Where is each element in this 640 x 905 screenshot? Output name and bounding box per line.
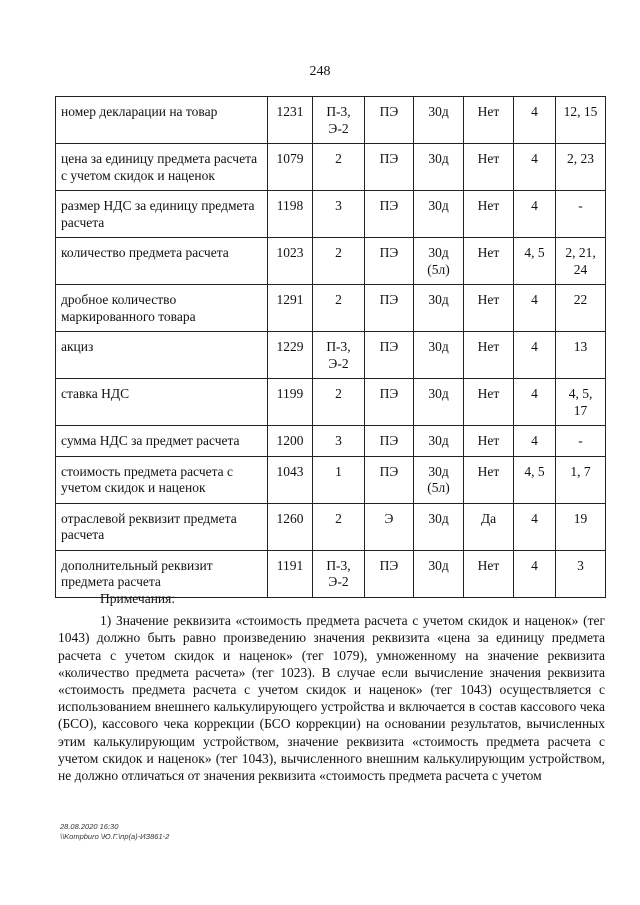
cell-presence: ПЭ xyxy=(365,426,414,457)
cell-requisite-name: цена за единицу предмета расчета с учетом скидок и наценок xyxy=(56,144,268,191)
cell-reference: 4, 5 xyxy=(514,456,556,503)
cell-presence: ПЭ xyxy=(365,332,414,379)
cell-presence: ПЭ xyxy=(365,456,414,503)
cell-notes: 2, 21, 24 xyxy=(556,238,606,285)
cell-tag: 1199 xyxy=(268,379,313,426)
cell-tag: 1229 xyxy=(268,332,313,379)
cell-reference: 4 xyxy=(514,144,556,191)
cell-mandatory: Нет xyxy=(464,332,514,379)
cell-format: 2 xyxy=(313,285,365,332)
cell-tag: 1200 xyxy=(268,426,313,457)
cell-notes: - xyxy=(556,191,606,238)
table-row xyxy=(56,285,606,332)
cell-requisite-name: количество предмета расчета xyxy=(56,238,268,285)
cell-notes: 19 xyxy=(556,503,606,550)
cell-length: 30д xyxy=(414,191,464,238)
cell-length: 30д xyxy=(414,97,464,144)
cell-reference: 4 xyxy=(514,285,556,332)
cell-tag: 1191 xyxy=(268,550,313,597)
notes-section xyxy=(58,590,605,784)
table-row xyxy=(56,503,606,550)
cell-mandatory: Нет xyxy=(464,426,514,457)
cell-requisite-name: акциз xyxy=(56,332,268,379)
cell-format: 3 xyxy=(313,426,365,457)
cell-format: П-3, Э-2 xyxy=(313,332,365,379)
table-row xyxy=(56,426,606,457)
cell-tag: 1043 xyxy=(268,456,313,503)
notes-heading: Примечания: xyxy=(100,591,176,606)
cell-reference: 4 xyxy=(514,503,556,550)
cell-reference: 4 xyxy=(514,426,556,457)
footer-date: 28.08.2020 16:30 xyxy=(60,822,119,831)
cell-tag: 1291 xyxy=(268,285,313,332)
cell-notes: 4, 5, 17 xyxy=(556,379,606,426)
cell-presence: ПЭ xyxy=(365,191,414,238)
cell-format: 2 xyxy=(313,503,365,550)
cell-length: 30д (5л) xyxy=(414,456,464,503)
cell-format: 2 xyxy=(313,238,365,285)
table-body xyxy=(56,97,606,598)
cell-requisite-name: дробное количество маркированного товара xyxy=(56,285,268,332)
table-row xyxy=(56,97,606,144)
cell-reference: 4 xyxy=(514,332,556,379)
cell-reference: 4 xyxy=(514,379,556,426)
cell-presence: ПЭ xyxy=(365,379,414,426)
cell-requisite-name: сумма НДС за предмет расчета xyxy=(56,426,268,457)
cell-presence: ПЭ xyxy=(365,550,414,597)
footer-path: \\Kompburo \Ю.Г.\пр(а)-ИЗ861-2 xyxy=(60,832,170,841)
cell-length: 30д xyxy=(414,332,464,379)
cell-notes: 1, 7 xyxy=(556,456,606,503)
cell-mandatory: Нет xyxy=(464,97,514,144)
cell-tag: 1023 xyxy=(268,238,313,285)
cell-reference: 4 xyxy=(514,97,556,144)
cell-notes: 12, 15 xyxy=(556,97,606,144)
cell-requisite-name: ставка НДС xyxy=(56,379,268,426)
cell-reference: 4, 5 xyxy=(514,238,556,285)
cell-reference: 4 xyxy=(514,191,556,238)
cell-presence: ПЭ xyxy=(365,97,414,144)
cell-notes: - xyxy=(556,426,606,457)
cell-mandatory: Нет xyxy=(464,550,514,597)
table-row xyxy=(56,456,606,503)
table-row xyxy=(56,332,606,379)
cell-requisite-name: дополнительный реквизит предмета расчета xyxy=(56,550,268,597)
note-paragraph-1: 1) Значение реквизита «стоимость предмета расчета с учетом скидок и наценок» (тег 1043) должно быть равно произведению значения реквизита «цена за единицу предмета расчета с учетом скидок и наценок» (тег 1079), умноженному на значение реквизита «количество предмета расчета» (тег 1023). В случае если вычисление значения реквизита «стоимость предмета расчета с учетом скидок и наценок» (тег 1043) осуществляется с использованием внешнего калькулирующего устройства и включается в состав кассового чека (БСО), кассового чека коррекции (БСО коррекции) на основании результатов, вычисленных этим калькулирующим устройством, значение реквизита «стоимость предмета расчета с учетом скидок и наценок» (тег 1043), вычисленного внешним калькулирующим устройством, не должно отличаться от значения реквизита «стоимость предмета расчета с учетом xyxy=(58,613,605,784)
table-row xyxy=(56,191,606,238)
cell-requisite-name: размер НДС за единицу предмета расчета xyxy=(56,191,268,238)
cell-notes: 22 xyxy=(556,285,606,332)
cell-requisite-name: стоимость предмета расчета с учетом скидок и наценок xyxy=(56,456,268,503)
cell-format: 2 xyxy=(313,144,365,191)
table-row xyxy=(56,144,606,191)
cell-tag: 1260 xyxy=(268,503,313,550)
cell-length: 30д xyxy=(414,426,464,457)
cell-length: 30д xyxy=(414,285,464,332)
cell-length: 30д (5л) xyxy=(414,238,464,285)
cell-format: 2 xyxy=(313,379,365,426)
cell-format: 1 xyxy=(313,456,365,503)
cell-format: П-3, Э-2 xyxy=(313,97,365,144)
cell-notes: 2, 23 xyxy=(556,144,606,191)
cell-presence: ПЭ xyxy=(365,285,414,332)
cell-notes: 13 xyxy=(556,332,606,379)
cell-mandatory: Нет xyxy=(464,144,514,191)
cell-presence: Э xyxy=(365,503,414,550)
cell-format: 3 xyxy=(313,191,365,238)
requisites-table xyxy=(55,96,606,598)
table-row xyxy=(56,238,606,285)
cell-mandatory: Нет xyxy=(464,285,514,332)
page-number: 248 xyxy=(309,64,331,79)
cell-mandatory: Да xyxy=(464,503,514,550)
cell-mandatory: Нет xyxy=(464,238,514,285)
footer-stamp xyxy=(60,822,169,842)
cell-tag: 1079 xyxy=(268,144,313,191)
cell-length: 30д xyxy=(414,379,464,426)
cell-reference: 4 xyxy=(514,550,556,597)
cell-length: 30д xyxy=(414,144,464,191)
cell-mandatory: Нет xyxy=(464,456,514,503)
cell-presence: ПЭ xyxy=(365,238,414,285)
cell-requisite-name: номер декларации на товар xyxy=(56,97,268,144)
cell-notes: 3 xyxy=(556,550,606,597)
cell-mandatory: Нет xyxy=(464,379,514,426)
cell-requisite-name: отраслевой реквизит предмета расчета xyxy=(56,503,268,550)
cell-presence: ПЭ xyxy=(365,144,414,191)
cell-tag: 1198 xyxy=(268,191,313,238)
cell-mandatory: Нет xyxy=(464,191,514,238)
cell-length: 30д xyxy=(414,550,464,597)
cell-tag: 1231 xyxy=(268,97,313,144)
cell-length: 30д xyxy=(414,503,464,550)
cell-format: П-3, Э-2 xyxy=(313,550,365,597)
table-row xyxy=(56,379,606,426)
